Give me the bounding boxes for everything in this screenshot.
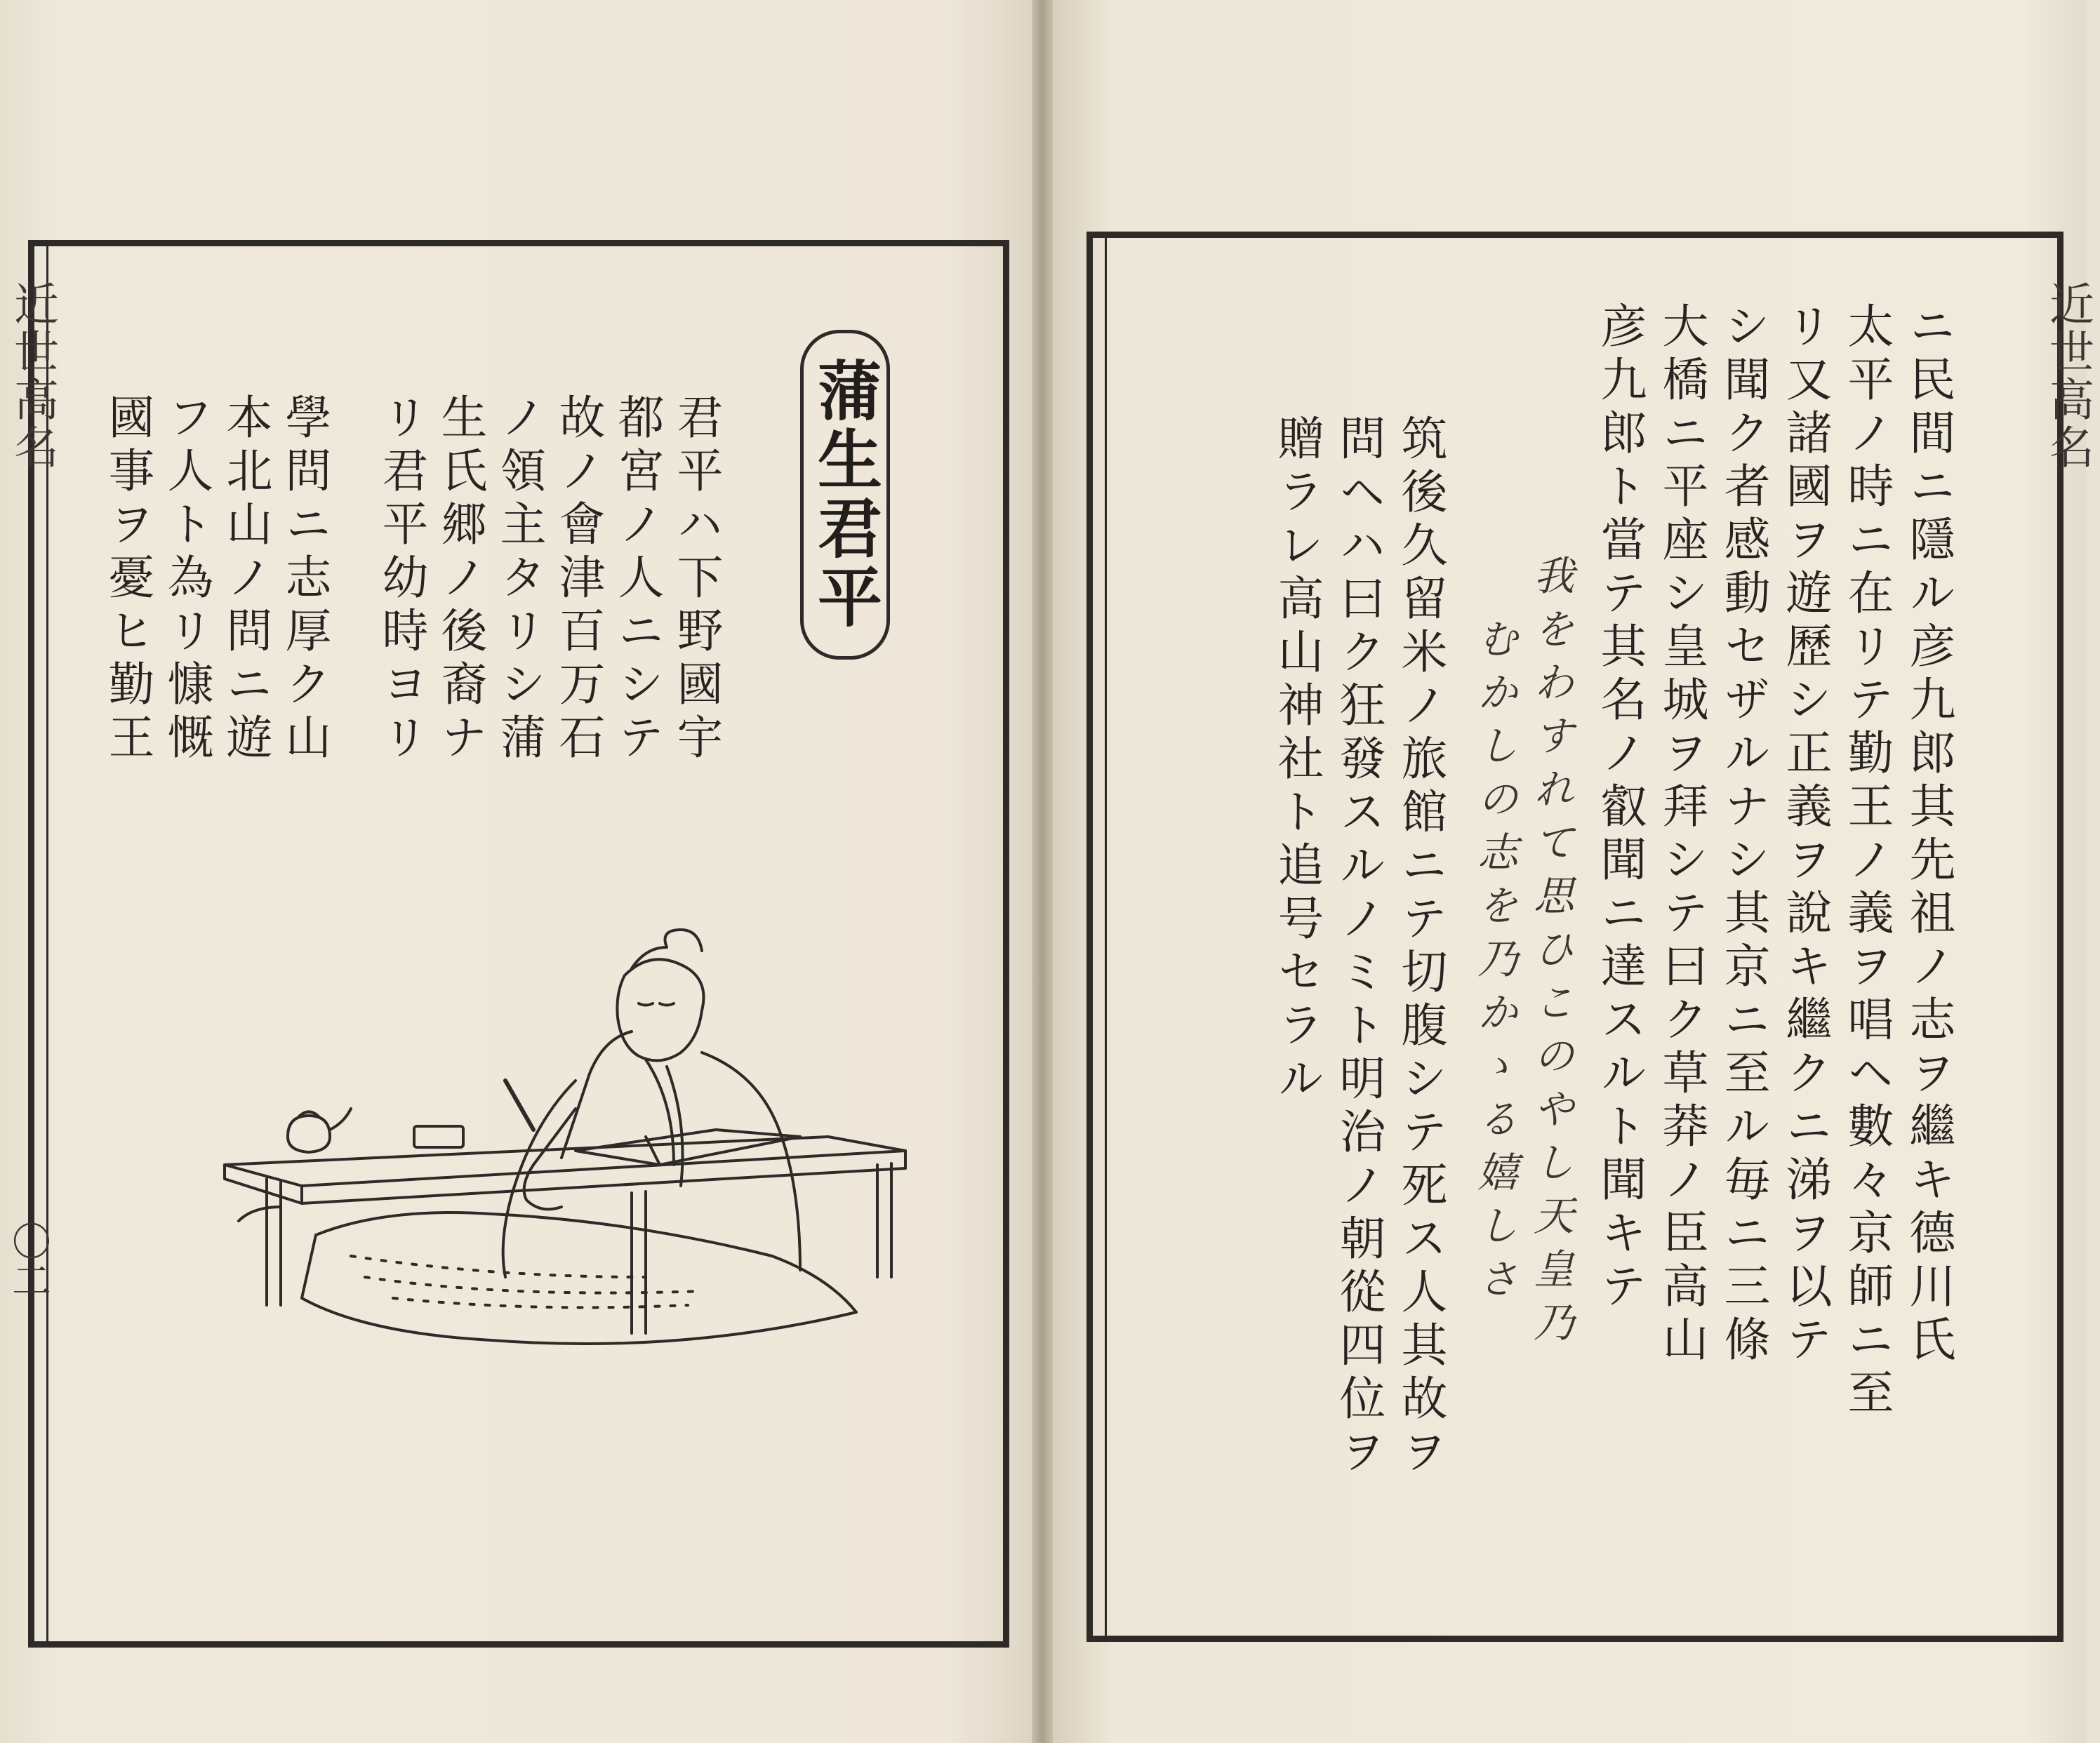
- left-text-column: 故ノ會津百万石: [551, 393, 605, 766]
- right-text-column: 問ヘハ曰ク狂發スルノミト明治ノ朝從四位ヲ: [1331, 414, 1385, 1481]
- left-text-column: 國事ヲ憂ヒ勤王: [100, 393, 154, 766]
- scholar-at-desk-illustration: [211, 926, 969, 1460]
- left-text-column: フ人ト為リ慷慨: [159, 393, 213, 766]
- right-text-column: 筑後久留米ノ旅館ニテ切腹シテ死ス人其故ヲ: [1393, 414, 1447, 1481]
- right-running-head: 近世高名: [2042, 281, 2094, 472]
- left-text-column: 君平ハ下野國宇: [669, 393, 723, 766]
- right-text-column: 贈ラレ高山神社ト追号セラル: [1270, 414, 1324, 1107]
- folio: 〇二: [6, 1221, 51, 1300]
- poem-line: 我をわすれて思ひこのやし天皇乃: [1527, 554, 1574, 1354]
- left-running-head: 近世高名: [6, 281, 58, 472]
- left-text-column: 學問ニ志厚ク山: [277, 393, 331, 766]
- right-text-column: ニ民間ニ隱ル彦九郎其先祖ノ志ヲ繼キ德川氏: [1901, 302, 1955, 1368]
- title-cartouche: [800, 330, 890, 660]
- left-text-column: 都宮ノ人ニシテ: [610, 393, 664, 766]
- left-text-column: リ君平幼時ヨリ: [374, 393, 428, 766]
- right-text-column: 太平ノ時ニ在リテ勤王ノ義ヲ唱ヘ數々京師ニ至: [1840, 302, 1894, 1422]
- right-text-column: 大橋ニ平座シ皇城ヲ拜シテ曰ク草莽ノ臣高山: [1654, 302, 1708, 1368]
- left-text-column: 生氏郷ノ後裔ナ: [433, 393, 487, 766]
- right-text-column: シ聞ク者感動セザルナシ其京ニ至ル毎ニ三條: [1716, 302, 1770, 1368]
- poem-line: むかしの志を乃かゝる嬉しさ: [1470, 617, 1518, 1311]
- person-title: 蒲生君平: [807, 357, 883, 632]
- right-text-column: リ又諸國ヲ遊歷シ正義ヲ說キ繼クニ涕ヲ以テ: [1778, 302, 1832, 1368]
- right-text-column: 彦九郎ト當テ其名ノ叡聞ニ達スルト聞キテ: [1593, 302, 1647, 1315]
- right-inner-rule: [1105, 237, 1107, 1636]
- book-gutter: [1032, 0, 1053, 1743]
- left-text-column: 本北山ノ問ニ遊: [218, 393, 272, 766]
- left-text-column: ノ領主タリシ蒲: [492, 393, 546, 766]
